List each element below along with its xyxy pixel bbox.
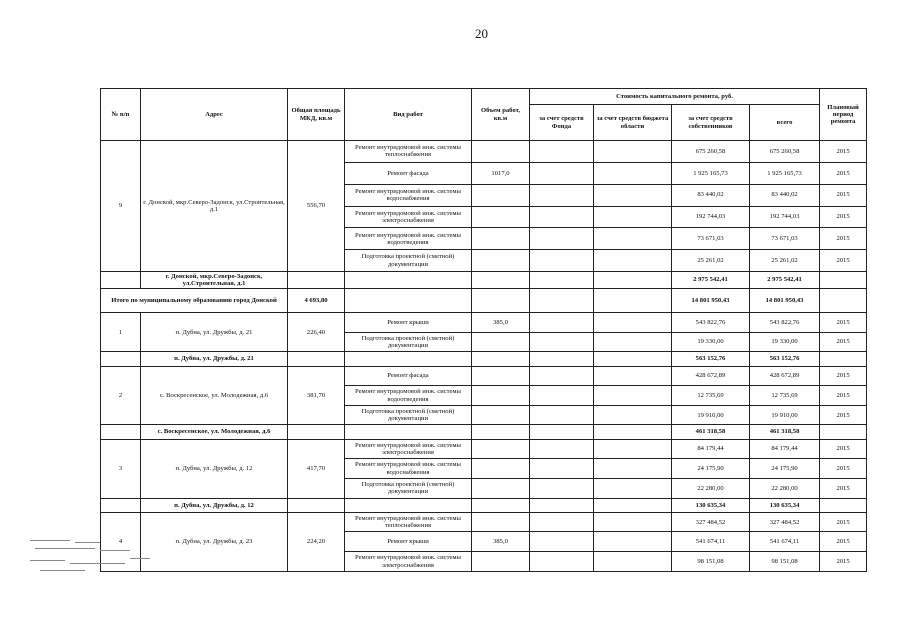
cost-owners: 675 260,58	[672, 141, 750, 163]
cost-fund	[530, 206, 594, 228]
cost-owners: 19 910,00	[672, 405, 750, 425]
row-address: п. Дубна, ул. Дружбы, д. 12	[141, 439, 288, 498]
cost-fund	[530, 313, 594, 333]
cost-owners: 327 484,52	[672, 512, 750, 532]
row-number: 9	[101, 141, 141, 272]
cost-region	[594, 478, 672, 498]
header-work-type: Вид работ	[345, 89, 472, 141]
cost-region	[594, 405, 672, 425]
cost-total: 19 330,00	[750, 332, 820, 352]
cost-owners: 83 440,02	[672, 184, 750, 206]
subtotal-work	[345, 498, 472, 512]
table-row	[101, 439, 867, 459]
cost-region	[594, 184, 672, 206]
cost-fund	[530, 439, 594, 459]
header-fund: за счет средств Фонда	[530, 105, 594, 141]
row-area: 224,20	[288, 512, 345, 571]
work-volume: 385,0	[472, 532, 530, 552]
subtotal-work	[345, 425, 472, 439]
cost-fund	[530, 512, 594, 532]
municipal-total-area: 4 693,80	[288, 288, 345, 312]
subtotal-fund	[530, 425, 594, 439]
cost-fund	[530, 366, 594, 386]
subtotal-label: с. Воскресенское, ул. Молодежная, д.6	[141, 425, 288, 439]
subtotal-volume	[472, 498, 530, 512]
cost-owners: 98 151,08	[672, 552, 750, 572]
work-type: Ремонт фасада	[345, 162, 472, 184]
subtotal-work	[345, 352, 472, 366]
cost-total: 83 440,02	[750, 184, 820, 206]
subtotal-total: 563 152,76	[750, 352, 820, 366]
municipal-total-total: 14 801 950,43	[750, 288, 820, 312]
row-address: п. Дубна, ул. Дружбы, д. 23	[141, 512, 288, 571]
row-area: 381,70	[288, 366, 345, 425]
cost-total: 24 175,90	[750, 459, 820, 479]
cost-fund	[530, 250, 594, 272]
municipal-total-work	[345, 288, 472, 312]
work-volume	[472, 459, 530, 479]
subtotal-region	[594, 425, 672, 439]
cost-owners: 84 179,44	[672, 439, 750, 459]
cost-fund	[530, 332, 594, 352]
repair-period: 2015	[820, 366, 867, 386]
repair-period: 2015	[820, 532, 867, 552]
cost-owners: 12 735,69	[672, 386, 750, 406]
table-row	[101, 366, 867, 386]
subtotal-label: п. Дубна, ул. Дружбы, д. 21	[141, 352, 288, 366]
work-volume	[472, 552, 530, 572]
cost-total: 12 735,69	[750, 386, 820, 406]
subtotal-total: 461 318,58	[750, 425, 820, 439]
cost-region	[594, 162, 672, 184]
cost-region	[594, 313, 672, 333]
subtotal-volume	[472, 425, 530, 439]
work-volume	[472, 386, 530, 406]
table-row	[101, 313, 867, 333]
work-volume	[472, 478, 530, 498]
work-volume	[472, 250, 530, 272]
header-area: Общая площадь МКД, кв.м	[288, 89, 345, 141]
repair-period: 2015	[820, 184, 867, 206]
municipal-total-label: Итого по муниципальному образованию город Донской	[101, 288, 288, 312]
work-type: Ремонт внутридомовой инж. системы теплоснабжения	[345, 512, 472, 532]
header-total: всего	[750, 105, 820, 141]
subtotal-owners: 461 318,58	[672, 425, 750, 439]
municipal-total-fund	[530, 288, 594, 312]
row-number: 1	[101, 313, 141, 352]
subtotal-total: 2 975 542,41	[750, 272, 820, 289]
work-volume	[472, 366, 530, 386]
cost-region	[594, 552, 672, 572]
work-type: Ремонт внутридомовой инж. системы водоснабжения	[345, 459, 472, 479]
work-volume	[472, 141, 530, 163]
cost-fund	[530, 405, 594, 425]
cost-owners: 192 744,03	[672, 206, 750, 228]
subtotal-spacer	[101, 498, 141, 512]
header-owners: за счет средств собственников	[672, 105, 750, 141]
cost-owners: 24 175,90	[672, 459, 750, 479]
subtotal-row	[101, 425, 867, 439]
row-area: 556,70	[288, 141, 345, 272]
work-volume	[472, 228, 530, 250]
subtotal-period	[820, 425, 867, 439]
cost-owners: 1 925 165,73	[672, 162, 750, 184]
repair-period: 2015	[820, 405, 867, 425]
cost-fund	[530, 228, 594, 250]
cost-owners: 19 330,00	[672, 332, 750, 352]
work-type: Ремонт крыши	[345, 532, 472, 552]
cost-fund	[530, 162, 594, 184]
capital-repair-table	[100, 88, 867, 572]
cost-region	[594, 439, 672, 459]
cost-total: 73 671,03	[750, 228, 820, 250]
cost-region	[594, 250, 672, 272]
cost-fund	[530, 478, 594, 498]
subtotal-label: п. Дубна, ул. Дружбы, д. 12	[141, 498, 288, 512]
row-address: г. Донской, мкр.Северо-Задонск, ул.Строительная, д.1	[141, 141, 288, 272]
row-number: 4	[101, 512, 141, 571]
subtotal-region	[594, 352, 672, 366]
subtotal-owners: 130 635,34	[672, 498, 750, 512]
table-row	[101, 141, 867, 163]
cost-fund	[530, 386, 594, 406]
row-address: с. Воскресенское, ул. Молодежная, д.6	[141, 366, 288, 425]
municipal-total-period	[820, 288, 867, 312]
cost-total: 428 672,89	[750, 366, 820, 386]
work-volume	[472, 206, 530, 228]
cost-total: 19 910,00	[750, 405, 820, 425]
subtotal-period	[820, 352, 867, 366]
header-region: за счет средств бюджета области	[594, 105, 672, 141]
row-number: 3	[101, 439, 141, 498]
page-number: 20	[475, 26, 488, 41]
repair-period: 2015	[820, 386, 867, 406]
subtotal-fund	[530, 352, 594, 366]
subtotal-region	[594, 498, 672, 512]
cost-total: 675 260,58	[750, 141, 820, 163]
subtotal-spacer	[101, 352, 141, 366]
cost-total: 543 822,76	[750, 313, 820, 333]
work-type: Ремонт внутридомовой инж. системы электроснабжения	[345, 206, 472, 228]
work-type: Подготовка проектной (сметной) документации	[345, 478, 472, 498]
cost-total: 1 925 165,73	[750, 162, 820, 184]
header-address: Адрес	[141, 89, 288, 141]
repair-period: 2015	[820, 459, 867, 479]
work-type: Ремонт крыши	[345, 313, 472, 333]
repair-period: 2015	[820, 206, 867, 228]
row-area: 417,70	[288, 439, 345, 498]
cost-owners: 22 280,00	[672, 478, 750, 498]
cost-total: 541 674,11	[750, 532, 820, 552]
work-type: Подготовка проектной (сметной) документации	[345, 332, 472, 352]
subtotal-area	[288, 498, 345, 512]
work-volume	[472, 332, 530, 352]
subtotal-area	[288, 352, 345, 366]
cost-fund	[530, 459, 594, 479]
header-cost-group: Стоимость капитального ремонта, руб.	[530, 89, 820, 105]
subtotal-owners: 563 152,76	[672, 352, 750, 366]
cost-owners: 543 822,76	[672, 313, 750, 333]
cost-owners: 541 674,11	[672, 532, 750, 552]
repair-period: 2015	[820, 478, 867, 498]
cost-region	[594, 532, 672, 552]
cost-region	[594, 386, 672, 406]
work-type: Подготовка проектной (сметной) документации	[345, 405, 472, 425]
work-type: Ремонт внутридомовой инж. системы водоснабжения	[345, 184, 472, 206]
repair-period: 2015	[820, 141, 867, 163]
repair-period: 2015	[820, 313, 867, 333]
work-type: Ремонт внутридомовой инж. системы водоотведения	[345, 386, 472, 406]
subtotal-spacer	[101, 425, 141, 439]
subtotal-region	[594, 272, 672, 289]
cost-total: 22 280,00	[750, 478, 820, 498]
cost-region	[594, 512, 672, 532]
cost-region	[594, 206, 672, 228]
cost-total: 84 179,44	[750, 439, 820, 459]
work-type: Ремонт внутридомовой инж. системы теплоснабжения	[345, 141, 472, 163]
table-body	[101, 141, 867, 572]
cost-region	[594, 366, 672, 386]
work-type: Ремонт внутридомовой инж. системы электроснабжения	[345, 552, 472, 572]
subtotal-volume	[472, 352, 530, 366]
subtotal-label: г. Донской, мкр.Северо-Задонск, ул.Строительная, д.1	[141, 272, 288, 289]
municipal-total-volume	[472, 288, 530, 312]
header-volume: Объем работ, кв.м	[472, 89, 530, 141]
row-number: 2	[101, 366, 141, 425]
subtotal-owners: 2 975 542,41	[672, 272, 750, 289]
subtotal-fund	[530, 272, 594, 289]
subtotal-work	[345, 272, 472, 289]
cost-total: 192 744,03	[750, 206, 820, 228]
work-type: Ремонт внутридомовой инж. системы электроснабжения	[345, 439, 472, 459]
repair-period: 2015	[820, 552, 867, 572]
cost-region	[594, 141, 672, 163]
cost-region	[594, 459, 672, 479]
cost-total: 25 261,02	[750, 250, 820, 272]
work-volume	[472, 184, 530, 206]
municipal-total-region	[594, 288, 672, 312]
repair-period: 2015	[820, 250, 867, 272]
cost-fund	[530, 532, 594, 552]
subtotal-row	[101, 352, 867, 366]
subtotal-spacer	[101, 272, 141, 289]
cost-region	[594, 228, 672, 250]
work-volume	[472, 512, 530, 532]
work-type: Ремонт фасада	[345, 366, 472, 386]
cost-region	[594, 332, 672, 352]
cost-fund	[530, 141, 594, 163]
cost-total: 98 151,08	[750, 552, 820, 572]
cost-total: 327 484,52	[750, 512, 820, 532]
work-type: Подготовка проектной (сметной) документации	[345, 250, 472, 272]
subtotal-period	[820, 498, 867, 512]
cost-owners: 73 671,03	[672, 228, 750, 250]
work-volume: 1017,0	[472, 162, 530, 184]
header-num: № п/п	[101, 89, 141, 141]
municipal-total-row	[101, 288, 867, 312]
repair-period: 2015	[820, 228, 867, 250]
subtotal-area	[288, 272, 345, 289]
repair-period: 2015	[820, 162, 867, 184]
subtotal-fund	[530, 498, 594, 512]
repair-period: 2015	[820, 439, 867, 459]
cost-owners: 25 261,02	[672, 250, 750, 272]
scan-artifact	[30, 530, 210, 580]
table-row	[101, 512, 867, 532]
row-area: 226,40	[288, 313, 345, 352]
subtotal-period	[820, 272, 867, 289]
work-volume	[472, 405, 530, 425]
municipal-total-owners: 14 801 950,43	[672, 288, 750, 312]
work-type: Ремонт внутридомовой инж. системы водоотведения	[345, 228, 472, 250]
header-period: Плановый период ремонта	[820, 89, 867, 141]
cost-fund	[530, 184, 594, 206]
subtotal-total: 130 635,34	[750, 498, 820, 512]
work-volume: 385,0	[472, 313, 530, 333]
subtotal-row	[101, 498, 867, 512]
subtotal-area	[288, 425, 345, 439]
subtotal-volume	[472, 272, 530, 289]
cost-owners: 428 672,89	[672, 366, 750, 386]
repair-period: 2015	[820, 512, 867, 532]
subtotal-row	[101, 272, 867, 289]
cost-fund	[530, 552, 594, 572]
work-volume	[472, 439, 530, 459]
row-address: п. Дубна, ул. Дружбы, д. 21	[141, 313, 288, 352]
repair-period: 2015	[820, 332, 867, 352]
